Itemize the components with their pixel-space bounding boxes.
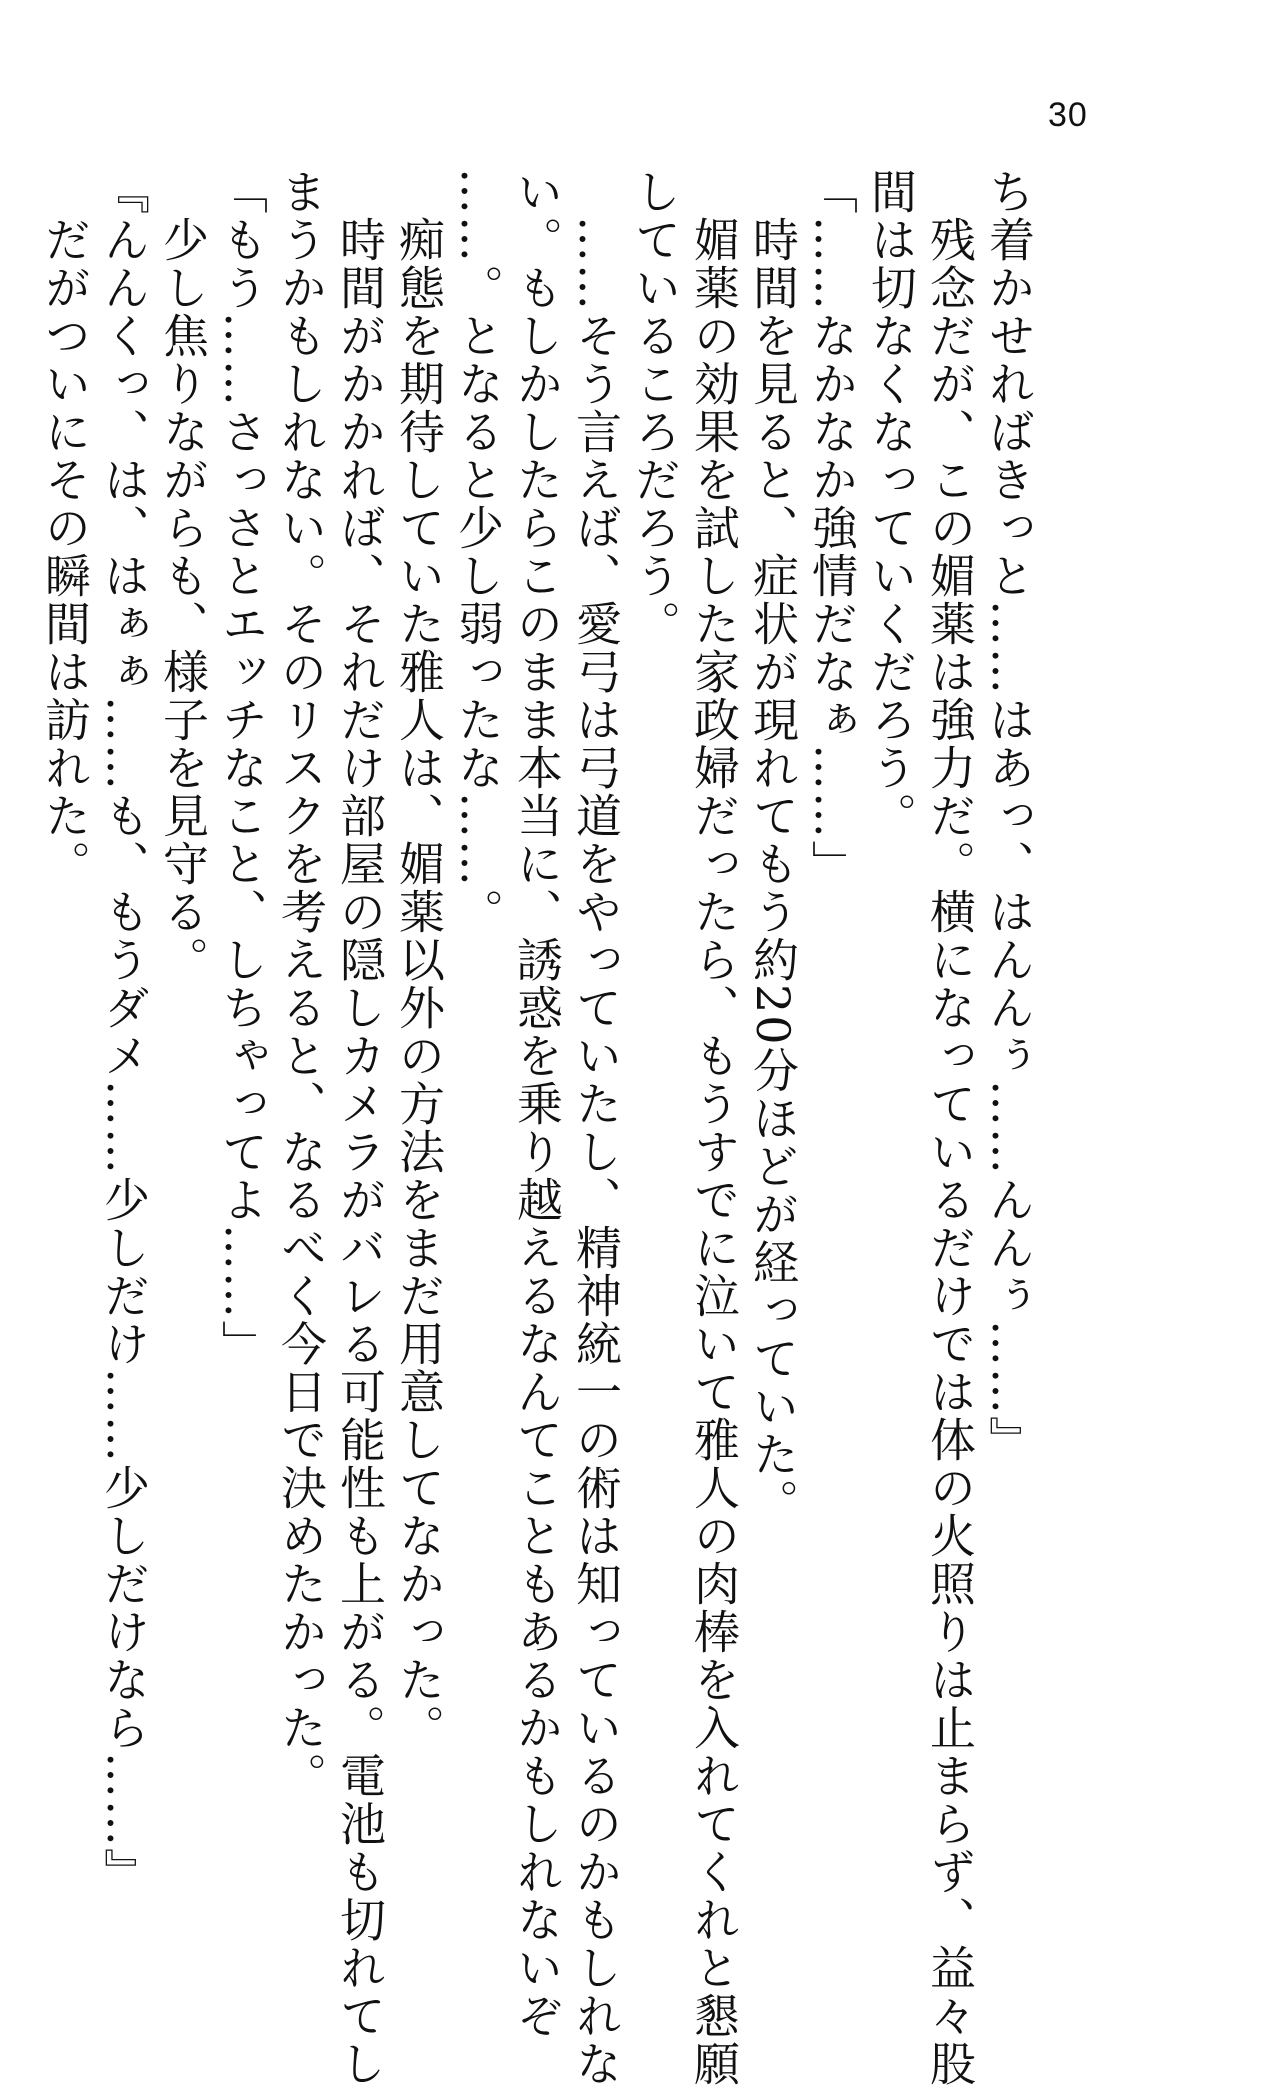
text-line: だがついにその瞬間は訪れた。 (38, 168, 92, 888)
text-line: ……。となると少し弱ったな……。 (451, 168, 505, 936)
text-line: 少し焦りながらも、様子を見守る。 (156, 168, 210, 984)
vertical-text-body (38, 168, 1038, 2088)
text-line: 間は切なくなっていくだろう。 (864, 168, 918, 840)
text-line: 『んんくっ、は、はぁぁ……も、もうダメ……少しだけ……少しだけなら……』 (97, 168, 151, 1896)
text-line: 残念だが、この媚薬は強力だ。横になっているだけでは体の火照りは止まらず、益々股 (923, 168, 977, 2088)
text-line: 媚薬の効果を試した家政婦だったら、もうすでに泣いて雅人の肉棒を入れてくれと懇願 (687, 168, 741, 2088)
text-line: まうかもしれない。そのリスクを考えると、なるべく今日で決めたかった。 (274, 168, 328, 1800)
text-line: しているころだろう。 (628, 168, 682, 648)
text-line: い。もしかしたらこのまま本当に、誘惑を乗り越えるなんてこともあるかもしれないぞ (510, 168, 564, 2040)
text-line: 痴態を期待していた雅人は、媚薬以外の方法をまだ用意してなかった。 (392, 168, 446, 1752)
text-line: ち着かせればきっと……はあっ、はんんぅ……んんぅ……』 (982, 168, 1036, 1464)
text-line: 「……なかなか強情だなぁ……」 (805, 168, 859, 888)
text-line: 時間を見ると、症状が現れてもう約20分ほどが経っていた。 (746, 168, 800, 1527)
text-line: ……そう言えば、愛弓は弓道をやっていたし、精神統一の術は知っているのかもしれな (569, 168, 623, 2088)
text-line: 「もう……さっさとエッチなこと、しちゃってよ……」 (215, 168, 269, 1368)
page-number: 30 (1048, 96, 1088, 134)
text-line: 時間がかかれば、それだけ部屋の隠しカメラがバレる可能性も上がる。電池も切れてし (333, 168, 387, 2088)
